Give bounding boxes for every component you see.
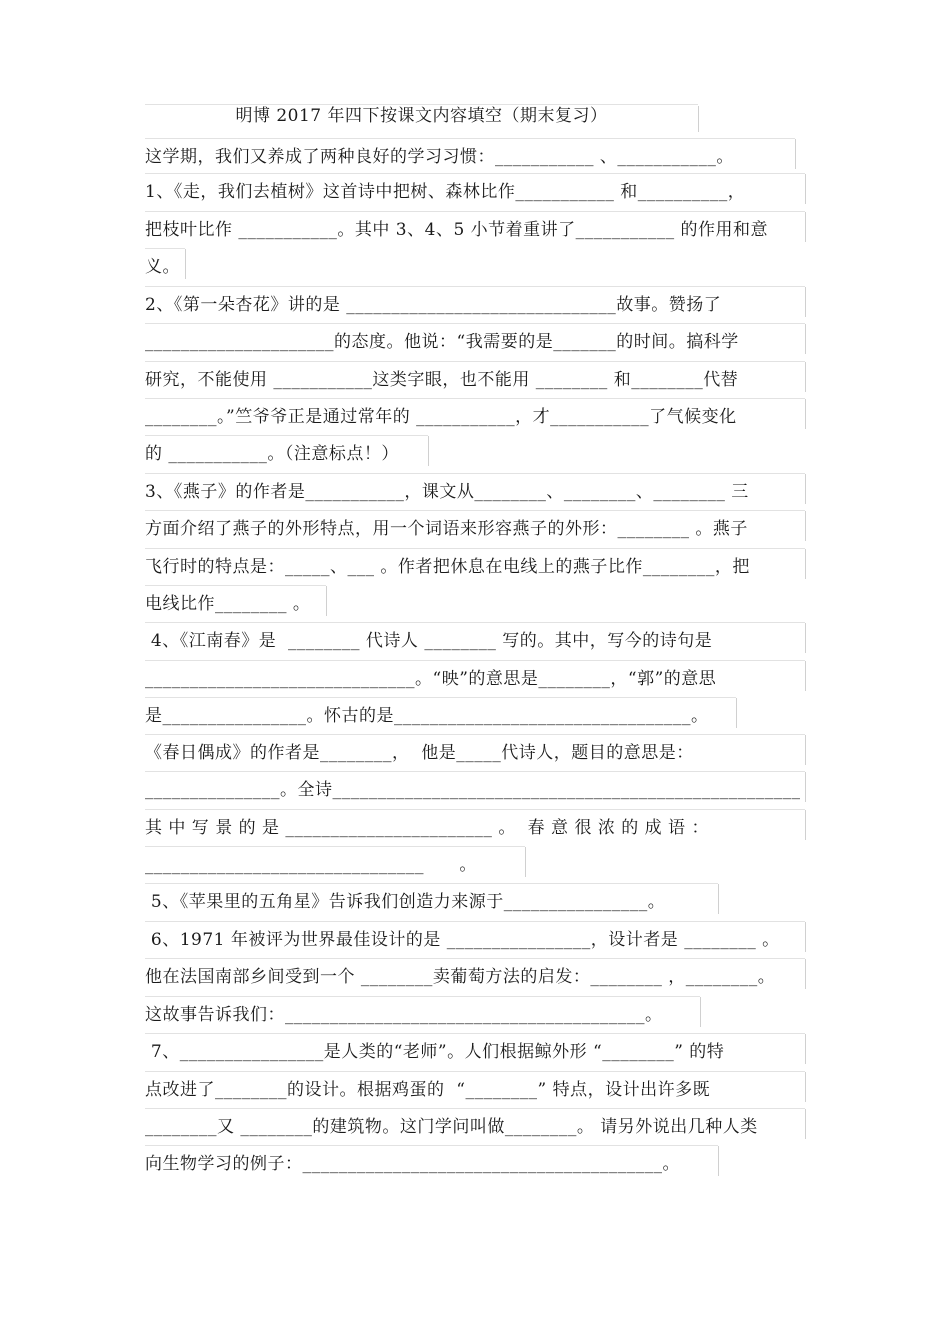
line-edge: [718, 1146, 719, 1176]
line-rule: [145, 248, 185, 249]
line-rule: [145, 1033, 805, 1034]
line-rule: [145, 473, 805, 474]
line-edge: [805, 212, 806, 242]
line-edge: [805, 959, 806, 989]
line-edge: [805, 922, 806, 952]
line-edge: [805, 474, 806, 504]
worksheet-line: 1、《走，我们去植树》这首诗中把树、森林比作___________ 和__________，: [145, 182, 746, 202]
worksheet-line: _______________。全诗____________________________________________________: [145, 780, 801, 800]
line-edge: [700, 997, 701, 1027]
line-rule: [145, 846, 525, 847]
line-rule: [145, 286, 805, 287]
worksheet-line: ________又 ________的建筑物。这门学问叫做________。 请另外说出几种人类: [145, 1117, 758, 1137]
line-rule: [145, 173, 805, 174]
worksheet-line: 是________________。怀古的是_________________________________。: [145, 706, 709, 726]
worksheet-line: 的 ___________。（注意标点！）: [145, 444, 399, 464]
line-rule: [145, 883, 718, 884]
worksheet-line: ________。”竺爷爷正是通过常年的 ___________，才___________了气候变化: [145, 407, 737, 427]
line-edge: [805, 287, 806, 317]
line-edge: [805, 324, 806, 354]
worksheet-line: 把枝叶比作 ___________。其中 3、4、5 小节着重讲了___________ 的作用和意: [145, 220, 769, 240]
line-edge: [805, 735, 806, 765]
line-edge: [805, 362, 806, 392]
line-rule: [145, 1108, 805, 1109]
line-rule: [145, 958, 805, 959]
line-rule: [145, 771, 805, 772]
worksheet-line: 5、《苹果里的五角星》告诉我们创造力来源于________________。: [145, 892, 666, 912]
line-rule: [145, 323, 805, 324]
worksheet-line: 电线比作________ 。: [145, 594, 311, 614]
line-rule: [145, 1071, 805, 1072]
worksheet-line: 他在法国南部乡间受到一个 ________卖葡萄方法的启发：________ ，________。: [145, 967, 776, 987]
worksheet-line: 《春日偶成》的作者是________， 他是_____代诗人，题目的意思是：: [145, 743, 694, 763]
line-rule: [145, 548, 805, 549]
line-rule: [145, 510, 805, 511]
line-edge: [805, 399, 806, 429]
line-rule: [145, 138, 795, 139]
line-rule: [145, 921, 805, 922]
title-rule: [145, 104, 698, 105]
line-rule: [145, 361, 805, 362]
worksheet-line: 3、《燕子》的作者是___________，课文从________、________、________ 三: [145, 482, 749, 502]
worksheet-line: 7、________________是人类的“老师”。人们根据鲸外形 “________” 的特: [145, 1042, 725, 1062]
line-rule: [145, 211, 805, 212]
worksheet-line: 研究，不能使用 ___________这类字眼，也不能用 ________ 和________代替: [145, 370, 739, 390]
line-edge: [805, 1072, 806, 1102]
line-edge: [805, 661, 806, 691]
line-rule: [145, 734, 805, 735]
worksheet-line: 4、《江南春》是 ________ 代诗人 ________ 写的。其中，写今的诗句是: [145, 631, 713, 651]
worksheet-line: 这学期，我们又养成了两种良好的学习习惯：___________ 、___________。: [145, 147, 734, 167]
line-rule: [145, 809, 805, 810]
line-rule: [145, 622, 805, 623]
line-edge: [805, 549, 806, 579]
line-edge: [736, 698, 737, 728]
worksheet-line: ______________________________。“映”的意思是________，“郭”的意思: [145, 669, 717, 689]
line-edge: [525, 847, 526, 877]
line-rule: [145, 398, 805, 399]
worksheet-line: _____________________的态度。他说：“我需要的是_______的时间。搞科学: [145, 332, 739, 352]
line-rule: [145, 660, 805, 661]
line-edge: [326, 586, 327, 616]
line-rule: [145, 697, 736, 698]
line-rule: [145, 585, 326, 586]
line-edge: [805, 772, 806, 802]
line-rule: [145, 996, 700, 997]
line-rule: [145, 435, 428, 436]
line-edge: [805, 1034, 806, 1064]
worksheet-line: 义。: [145, 257, 180, 277]
worksheet-line: 点改进了________的设计。根据鸡蛋的 “________” 特点，设计出许多既: [145, 1080, 711, 1100]
worksheet-line: 6、1971 年被评为世界最佳设计的是 ________________，设计者是 ________ 。: [145, 930, 780, 950]
line-edge: [718, 884, 719, 914]
worksheet-line: 2、《第一朵杏花》讲的是 ______________________________故事。赞扬了: [145, 295, 722, 315]
worksheet-title: 明博 2017 年四下按课文内容填空（期末复习）: [235, 106, 608, 126]
line-edge: [805, 174, 806, 204]
worksheet-line: 向生物学习的例子：________________________________________。: [145, 1154, 680, 1174]
line-edge: [805, 810, 806, 840]
line-edge: [185, 249, 186, 279]
line-rule: [145, 1145, 718, 1146]
line-edge: [795, 139, 796, 169]
worksheet-line: 飞行时的特点是：_____、___ 。作者把休息在电线上的燕子比作________，把: [145, 557, 750, 577]
worksheet-line: 方面介绍了燕子的外形特点，用一个词语来形容燕子的外形：________ 。燕子: [145, 519, 748, 539]
worksheet-line: _______________________________ 。: [145, 855, 477, 875]
line-edge: [805, 623, 806, 653]
worksheet-line: 这故事告诉我们：________________________________________。: [145, 1005, 663, 1025]
worksheet-line: 其 中 写 景 的 是 _______________________ 。 春 意 很 浓 的 成 语 ：: [145, 818, 709, 838]
line-edge: [805, 1109, 806, 1139]
line-edge: [428, 436, 429, 466]
title-edge: [698, 106, 699, 132]
line-edge: [805, 511, 806, 541]
